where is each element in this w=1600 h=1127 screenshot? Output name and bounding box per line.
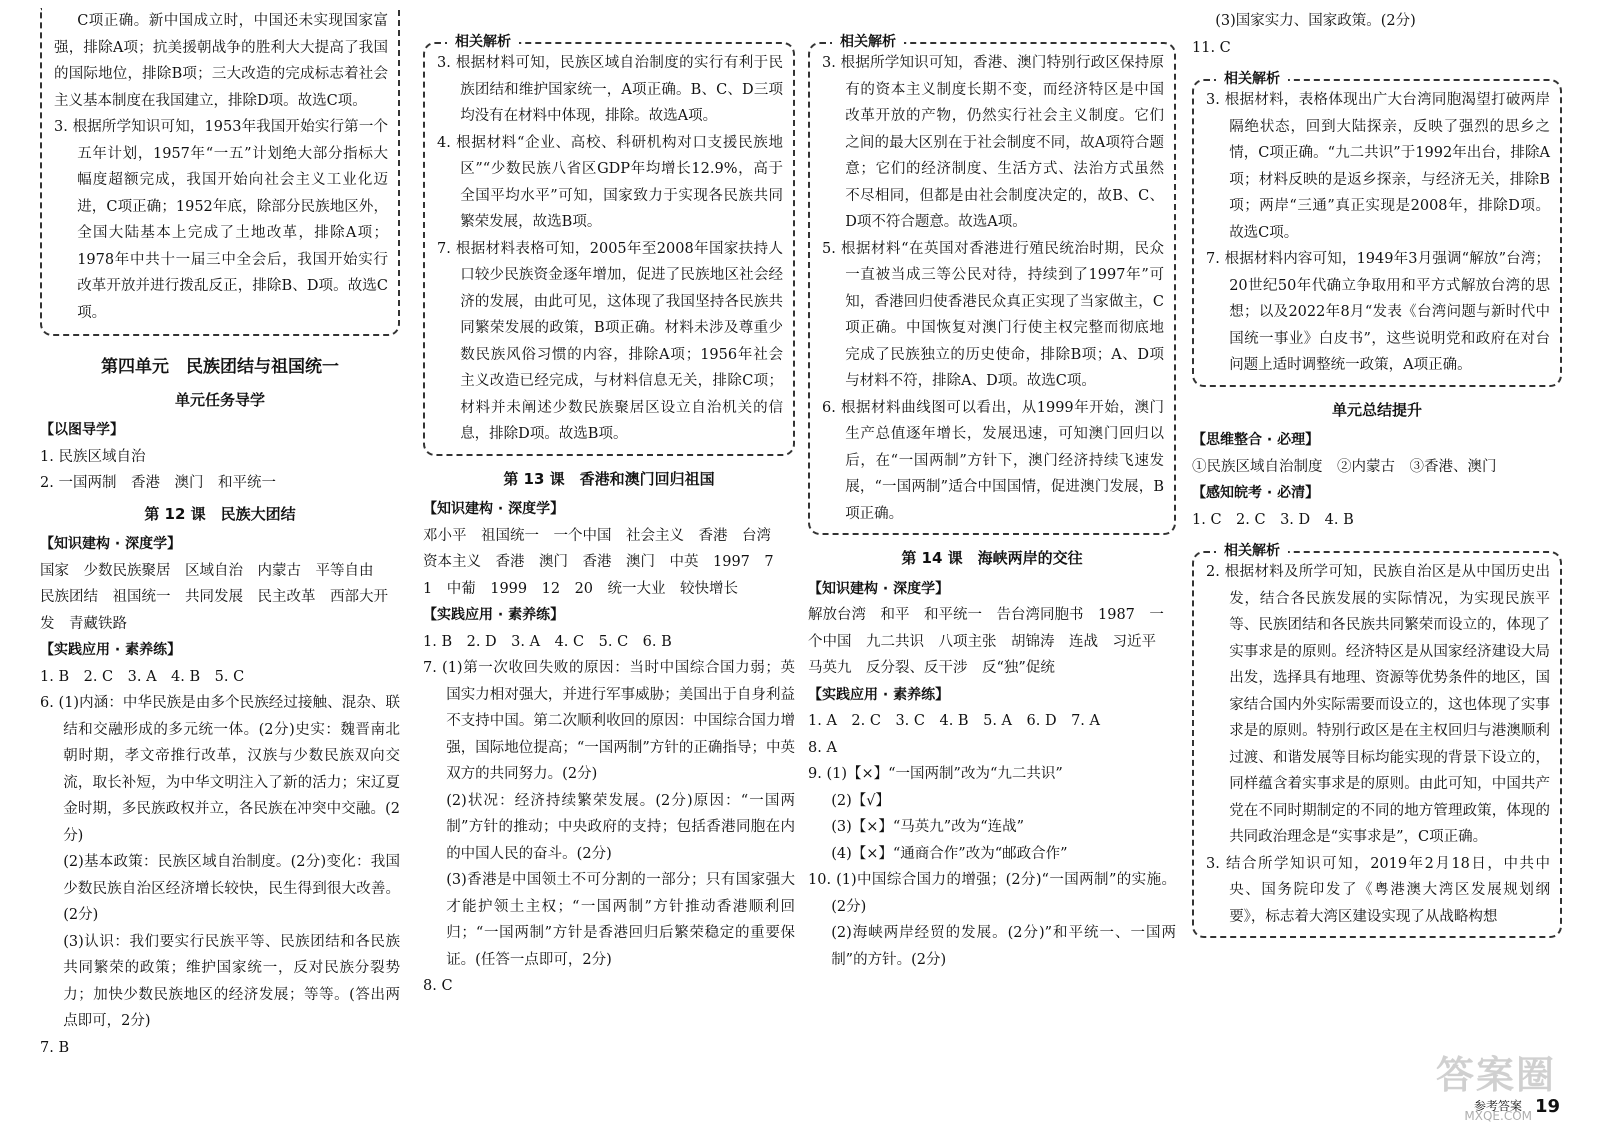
section-heading: 【感知皖考 · 必清】	[1192, 485, 1320, 501]
section-heading: 【实践应用 · 素养练】	[40, 642, 182, 658]
analysis-item: 7. 根据材料表格可知，2005年至2008年国家扶持人口较少民族资金逐年增加，促进了民族地区社会经济的发展，由此可见，这体现了我国坚持各民族共同繁荣发展的政策，B项正确。材料未涉及尊重少数民族风俗习惯的内容，排除A项；1956年社会主义改造已经完成，与材料信息无关，排除C项；材料并未阐述少数民族聚居区设立自治机关的信息，排除D项。故选B项。	[437, 240, 783, 442]
answer-line: 1. B 2. C 3. A 4. B 5. C	[40, 668, 245, 685]
answer-line: 8. A	[808, 739, 837, 756]
section-heading: 【知识建构 · 深度学】	[808, 580, 950, 597]
answer-line: 7. B	[40, 1039, 70, 1056]
answer-item: 9. (1)【×】“一国两制”改为“九二共识”	[808, 766, 1063, 782]
answer-item: (3)国家实力、国家政策。(2分)	[1215, 13, 1416, 29]
section-heading: 【实践应用 · 素养练】	[423, 607, 565, 623]
answer-item: (3)认识：我们要实行民族平等、民族团结和各民族共同繁荣的政策；维护国家统一，反对民族分裂势力；加快少数民族地区的经济发展；等等。(答出两点即可，2分)	[63, 933, 400, 1029]
lesson-title: 第 14 课 海峡两岸的交往	[901, 549, 1083, 567]
analysis-item: 3. 根据所学知识可知，香港、澳门特别行政区保持原有的资本主义制度长期不变，而经济特区是中国改革开放的产物，仍然实行社会主义制度。它们之间的最大区别在于社会制度不同，故A项符合题意；它们的经济制度、生活方式、法治方式虽然不尽相同，但都是由社会制度决定的，故B、C、D项不符合题意。故选A项。	[822, 55, 1164, 230]
answer-line: 1. C 2. C 3. D 4. B	[1192, 511, 1354, 528]
answer-item: (2)【√】	[831, 792, 890, 809]
analysis-box-title: 相关解析	[1216, 69, 1288, 89]
page-label: 参考答案	[1473, 1099, 1522, 1113]
answer-item: (2)海峡两岸经贸的发展。(2分)”和平统一、一国两制”的方针。(2分)	[831, 925, 1176, 968]
analysis-box-title: 相关解析	[832, 32, 904, 52]
answer-item: 7. (1)第一次收回失败的原因：当时中国综合国力弱；英国实力相对强大，并进行军事威胁；美国出于自身利益不支持中国。第二次顺利收回的原因：中国综合国力增强，国际地位提高；“一国两制”方针的正确指导；中英双方的共同努力。(2分)	[423, 660, 795, 782]
analysis-item: 7. 根据材料内容可知，1949年3月强调“解放”台湾；20世纪50年代确立争取用和平方式解放台湾的思想；以及2022年8月“发表《台湾问题与新时代中国统一事业》白皮书”，这些说明党和政府在对台问题上适时调整统一政策，A项正确。	[1206, 251, 1550, 373]
analysis-item: 3. 根据材料，表格体现出广大台湾同胞渴望打破两岸隔绝状态，回到大陆探亲，反映了强烈的思乡之情，C项正确。“九二共识”于1992年出台，排除A项；材料反映的是返乡探亲，与经济无关，排除B项；两岸“三通”真正实现是2008年，排除D项。故选C项。	[1206, 92, 1550, 241]
answer-line: 2. 一国两制 香港 澳门 和平统一	[40, 475, 276, 491]
answer-item: (3)香港是中国领土不可分割的一部分；只有国家强大才能护领土主权；“一国两制”方针推动香港顺利回归；“一国两制”方针是香港回归后繁荣稳定的重要保证。(任答一点即可，2分)	[446, 872, 795, 968]
answer-line: 1. A 2. C 3. C 4. B 5. A 6. D 7. A	[808, 713, 1100, 729]
lesson-title: 第 12 课 民族大团结	[144, 504, 296, 523]
analysis-item: 2. 根据材料及所学可知，民族自治区是从中国历史出发，结合各民族发展的实际情况，为实现民族平等、民族团结和各民族共同繁荣而设立的，体现了实事求是的原则。经济特区是从国家经济建设大局出发，选择具有地理、资源等优势条件的地区，国家结合国内外实际需要而设立的，这也体现了实事求是的原则。特别行政区是在主权回归与港澳顺利过渡、和谐发展等目标均能实现的背景下设立的，同样蕴含着实事求是的原则。由此可知，中国共产党在不同时期制定的不同的地方管理政策，体现的共同政治理念是“实事求是”，C项正确。	[1206, 564, 1550, 845]
answer-item: (4)【×】“通商合作”改为“邮政合作”	[831, 845, 1068, 862]
answer-item: (2)状况：经济持续繁荣发展。(2分)原因：“一国两制”方针的推动；中央政府的支持；包括香港同胞在内的中国人民的奋斗。(2分)	[446, 792, 795, 862]
analysis-text: C项正确。新中国成立时，中国还未实现国家富强，排除A项；抗美援朝战争的胜利大大提高了我国的国际地位，排除B项；三大改造的完成标志着社会主义基本制度在我国建立，排除D项。故选C项。	[54, 13, 388, 109]
knowledge-text: 国家 少数民族聚居 区域自治 内蒙古 平等自由 民族团结 祖国统一 共同发展 民主改革 西部大开发 青藏铁路	[40, 562, 388, 632]
analysis-item: 4. 根据材料“企业、高校、科研机构对口支援民族地区”“少数民族八省区GDP年均增长12.9%，高于全国平均水平”可知，国家致力于实现各民族共同繁荣发展，故选B项。	[437, 134, 783, 230]
answer-line: 1. B 2. D 3. A 4. C 5. C 6. B	[423, 633, 672, 650]
analysis-item: 3. 结合所学知识可知，2019年2月18日，中共中央、国务院印发了《粤港澳大湾区发展规划纲要》，标志着大湾区建设实现了从战略构想	[1206, 855, 1550, 925]
lesson-title: 第 13 课 香港和澳门回归祖国	[503, 469, 715, 488]
section-heading: 【实践应用 · 素养练】	[808, 686, 950, 703]
answer-item: (3)【×】“马英九”改为“连战”	[831, 819, 1025, 835]
knowledge-text: 解放台湾 和平 和平统一 告台湾同胞书 1987 一个中国 九二共识 八项主张 胡锦涛 连战 习近平 马英九 反分裂、反干涉 反“独”促统	[808, 607, 1171, 676]
answer-line: 8. C	[423, 978, 453, 994]
analysis-box	[423, 34, 795, 456]
unit-summary-heading: 单元总结提升	[1331, 400, 1422, 419]
analysis-box-title: 相关解析	[447, 32, 519, 52]
section-heading: 【以图导学】	[40, 422, 124, 438]
analysis-box	[808, 34, 1176, 535]
analysis-item: 3. 根据所学知识可知，1953年我国开始实行第一个五年计划，1957年“一五”计划绝大部分指标大幅度超额完成，我国开始向社会主义工业化迈进，C项正确；1952年底，除部分民族地区外，全国大陆基本上完成了土地改革，排除A项；1978年中共十一届三中全会后，我国开始实行改革开放并进行拨乱反正，排除B、D项。故选C项。	[54, 119, 388, 321]
column-3	[808, 8, 1176, 973]
answer-item: (2)基本政策：民族区域自治制度。(2分)变化：我国少数民族自治区经济增长较快，民生得到很大改善。(2分)	[63, 854, 400, 923]
answer-item: 6. (1)内涵：中华民族是由多个民族经过接触、混杂、联结和交融形成的多元统一体。(2分)史实：魏晋南北朝时期，孝文帝推行改革，汉族与少数民族双向交流，取长补短，为中华文明注入了新的活力；宋辽夏金时期，多民族政权并立，各民族在冲突中交融。(2分)	[40, 695, 400, 844]
unit-task-heading: 单元任务导学	[174, 390, 265, 409]
section-heading: 【知识建构 · 深度学】	[40, 536, 182, 552]
answer-line: 1. 民族区域自治	[40, 448, 146, 465]
page-number: 19	[1534, 1096, 1560, 1117]
column-2	[423, 8, 795, 1000]
analysis-item: 5. 根据材料“在英国对香港进行殖民统治时期，民众一直被当成三等公民对待，持续到了1997年”可知，香港回归使香港民众真正实现了当家做主，C项正确。中国恢复对澳门行使主权完整而彻底地完成了民族独立的历史使命，排除B项；A、D项与材料不符，排除A、D项。故选C项。	[822, 240, 1164, 389]
answer-line: ①民族区域自治制度 ②内蒙古 ③香港、澳门	[1192, 458, 1497, 475]
section-heading: 【思维整合 · 必理】	[1192, 432, 1320, 448]
analysis-box	[1192, 71, 1562, 387]
analysis-box-continued	[40, 8, 400, 336]
knowledge-text: 邓小平 祖国统一 一个中国 社会主义 香港 台湾 资本主义 香港 澳门 香港 澳门 中英 1997 7 1 中葡 1999 12 20 统一大业 较快增长	[423, 527, 789, 597]
answer-item: 10. (1)中国综合国力的增强；(2分)“一国两制”的实施。(2分)	[808, 872, 1176, 915]
analysis-item: 3. 根据材料可知，民族区域自治制度的实行有利于民族团结和维护国家统一，A项正确。B、C、D三项均没有在材料中体现，排除。故选A项。	[437, 55, 783, 124]
section-heading: 【知识建构 · 深度学】	[423, 501, 565, 517]
analysis-box-title: 相关解析	[1216, 541, 1288, 561]
watermark-url: MXQE.COM	[1464, 1109, 1532, 1123]
column-4	[1192, 8, 1562, 938]
analysis-box	[1192, 543, 1562, 938]
answer-line: 11. C	[1192, 39, 1231, 56]
analysis-item: 6. 根据材料曲线图可以看出，从1999年开始，澳门生产总值逐年增长，发展迅速，可知澳门回归以后，在“一国两制”方针下，澳门经济持续飞速发展，“一国两制”适合中国国情，促进澳门发展，B项正确。	[822, 399, 1164, 522]
column-1	[40, 8, 400, 1061]
watermark-logo: 答案圈	[1435, 1053, 1556, 1097]
unit-title: 第四单元 民族团结与祖国统一	[101, 357, 339, 377]
